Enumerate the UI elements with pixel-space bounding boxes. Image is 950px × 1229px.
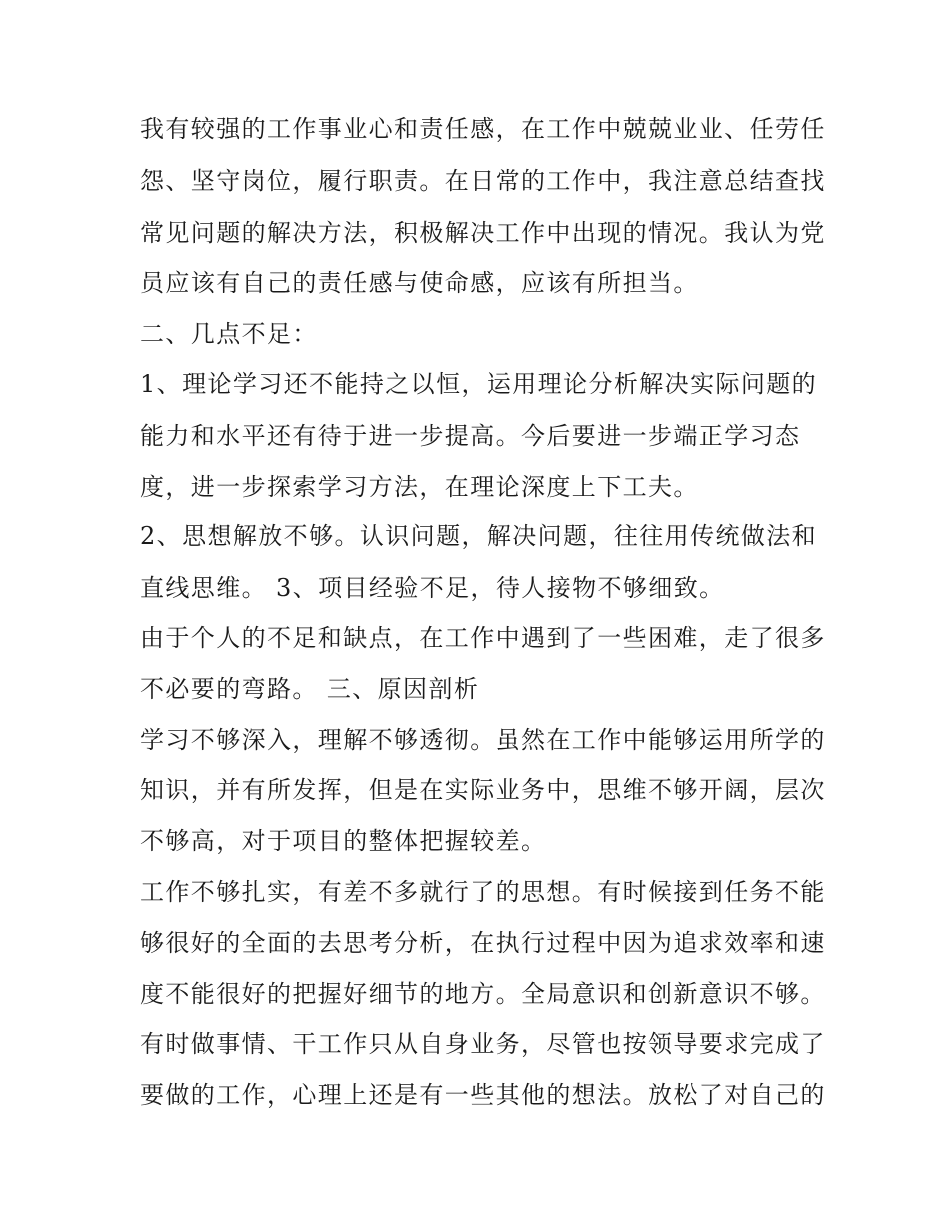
text-line: 度，进一步探索学习方法，在理论深度上下工夫。 [140,473,699,501]
text-line: 员应该有自己的责任感与使命感，应该有所担当。 [140,269,699,297]
text-line: 2、思想解放不够。认识问题，解决问题，往往用传统做法和 [140,522,818,550]
text-line: 怨、坚守岗位，履行职责。在日常的工作中，我注意总结查找 [140,167,826,195]
text-line: 由于个人的不足和缺点，在工作中遇到了一些困难，走了很多 [140,624,826,652]
text-line: 度不能很好的把握好细节的地方。全局意识和创新意识不够。 [140,980,826,1008]
text-line: 直线思维。 3、项目经验不足，待人接物不够细致。 [140,574,725,602]
text-line: 要做的工作，心理上还是有一些其他的想法。放松了对自己的 [140,1081,826,1109]
text-line: 有时做事情、干工作只从自身业务，尽管也按领导要求完成了 [140,1030,826,1058]
text-line: 不够高，对于项目的整体把握较差。 [140,827,547,855]
text-line: 够很好的全面的去思考分析，在执行过程中因为追求效率和速 [140,929,826,957]
text-line: 我有较强的工作事业心和责任感，在工作中兢兢业业、任劳任 [140,115,826,143]
section-heading: 二、几点不足： [140,320,318,348]
text-line: 知识，并有所发挥，但是在实际业务中，思维不够开阔，层次 [140,776,826,804]
text-line: 工作不够扎实，有差不多就行了的思想。有时候接到任务不能 [140,878,826,906]
text-line: 常见问题的解决方法，积极解决工作中出现的情况。我认为党 [140,219,826,247]
text-line: 学习不够深入，理解不够透彻。虽然在工作中能够运用所学的 [140,726,826,754]
text-line: 1、理论学习还不能持之以恒，运用理论分析解决实际问题的 [140,370,818,398]
text-line: 能力和水平还有待于进一步提高。今后要进一步端正学习态 [140,422,801,450]
text-line: 不必要的弯路。 三、原因剖析 [140,675,480,703]
